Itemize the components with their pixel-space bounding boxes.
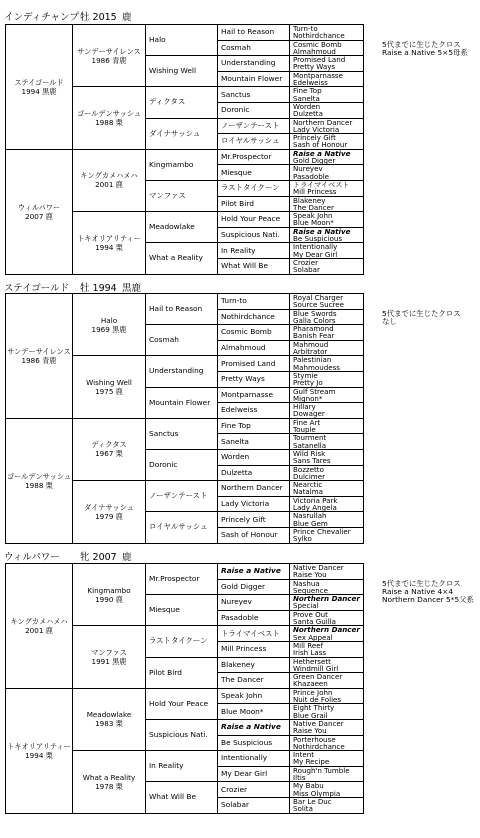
gen5-cell: Intent My Recipe	[290, 751, 364, 767]
gen5-cell: Prove Out Santa Guilla	[290, 610, 364, 626]
gen4-cell: Sanctus	[218, 87, 290, 103]
gen3-cell: Kingmambo	[146, 149, 218, 180]
gen2-cell: ダイナサッシュ 1979 鹿	[73, 481, 146, 543]
gen2-cell: ディクタス 1967 栗	[73, 418, 146, 480]
gen3-cell: Mountain Flower	[146, 387, 218, 418]
gen5-cell: Palestinian Mahmoudess	[290, 356, 364, 372]
gen5-cell: Pharamond Banish Fear	[290, 325, 364, 341]
gen5-cell: Prince John Nuit de Folies	[290, 688, 364, 704]
pedigree-table	[5, 24, 364, 275]
gen3-cell: Understanding	[146, 356, 218, 387]
gen3-cell: Hail to Reason	[146, 294, 218, 325]
gen3-cell: Mr.Prospector	[146, 564, 218, 595]
gen4-cell: Mountain Flower	[218, 71, 290, 87]
horse-color: 鹿	[122, 12, 132, 23]
gen3-cell: マンファス	[146, 180, 218, 211]
gen3-cell: Doronic	[146, 449, 218, 480]
gen3-cell: In Reality	[146, 751, 218, 782]
gen5-cell: Tourment Satanella	[290, 434, 364, 450]
gen5-cell: Porterhouse Nothirdchance	[290, 735, 364, 751]
gen3-cell: What a Reality	[146, 243, 218, 274]
gen5-cell: Green Dancer Khazaeen	[290, 673, 364, 689]
gen2-cell: Halo 1969 黒鹿	[73, 294, 146, 356]
gen5-cell: Fine Art Touple	[290, 418, 364, 434]
gen4-cell: Northern Dancer	[218, 481, 290, 497]
gen3-cell: Cosmah	[146, 325, 218, 356]
gen5-cell: Fine Top Sanelta	[290, 87, 364, 103]
gen5-cell: Wild Risk Sans Tares	[290, 449, 364, 465]
gen5-cell: Northern Dancer Special	[290, 595, 364, 611]
gen5-cell: トライマイベスト Mill Princess	[290, 180, 364, 196]
gen4-cell: Fine Top	[218, 418, 290, 434]
gen5-cell: Princely Gift Sash of Honour	[290, 134, 364, 150]
gen4-cell: Blakeney	[218, 657, 290, 673]
gen1-cell: キングカメハメハ 2001 鹿	[6, 564, 73, 689]
gen4-cell: Pretty Ways	[218, 371, 290, 387]
gen5-cell: Stymie Pretty Jo	[290, 371, 364, 387]
horse-sex-year: 牡 2015	[80, 12, 117, 23]
gen3-cell: Suspicious Nati.	[146, 719, 218, 750]
gen5-cell: Intentionally My Dear Girl	[290, 243, 364, 259]
horse-name: ウィルパワー	[4, 552, 60, 563]
gen5-cell: Turn-to Nothirdchance	[290, 25, 364, 41]
gen2-cell: キングカメハメハ 2001 鹿	[73, 149, 146, 211]
gen4-cell: My Dear Girl	[218, 766, 290, 782]
gen5-cell: Raise a Native Gold Digger	[290, 149, 364, 165]
gen3-cell: ダイナサッシュ	[146, 118, 218, 149]
gen4-cell: What Will Be	[218, 258, 290, 274]
gen4-cell: Lady Victoria	[218, 496, 290, 512]
gen4-cell: Be Suspicious	[218, 735, 290, 751]
gen5-cell: Prince Chevalier Sylko	[290, 527, 364, 543]
gen4-cell: Pasadoble	[218, 610, 290, 626]
gen5-cell: Worden Dulzetta	[290, 102, 364, 118]
gen3-cell: Wishing Well	[146, 56, 218, 87]
gen5-cell: Promised Land Pretty Ways	[290, 56, 364, 72]
gen2-cell: Kingmambo 1990 鹿	[73, 564, 146, 626]
gen3-cell: ディクタス	[146, 87, 218, 118]
gen1-cell: ウィルパワー 2007 鹿	[6, 149, 73, 274]
gen3-cell: ノーザンテースト	[146, 481, 218, 512]
gen5-cell: Rough'n Tumble Iltis	[290, 766, 364, 782]
gen5-cell: Northern Dancer Lady Victoria	[290, 118, 364, 134]
horse-name: ステイゴールド	[4, 283, 70, 294]
gen5-cell: Nearctic Natalma	[290, 481, 364, 497]
gen4-cell: Princely Gift	[218, 512, 290, 528]
gen3-cell: ロイヤルサッシュ	[146, 512, 218, 543]
inbreeding-notes: 5代までに生じたクロス Raise a Native 5×5母系	[382, 40, 468, 58]
gen3-cell: What Will Be	[146, 782, 218, 813]
gen4-cell: Nureyev	[218, 595, 290, 611]
gen4-cell: Blue Moon*	[218, 704, 290, 720]
gen2-cell: ゴールデンサッシュ 1988 栗	[73, 87, 146, 149]
gen4-cell: Turn-to	[218, 294, 290, 310]
gen4-cell: ラストタイクーン	[218, 180, 290, 196]
gen4-cell: ノーザンテースト	[218, 118, 290, 134]
gen4-cell: Raise a Native	[218, 719, 290, 735]
gen5-cell: Mill Reef Irish Lass	[290, 641, 364, 657]
gen4-cell: In Reality	[218, 243, 290, 259]
gen4-cell: トライマイベスト	[218, 626, 290, 642]
gen4-cell: Crozier	[218, 782, 290, 798]
inbreeding-notes: 5代までに生じたクロス なし	[382, 309, 461, 327]
horse-name: インディチャンプ	[4, 12, 79, 23]
section-header	[0, 5, 480, 25]
gen4-cell: The Dancer	[218, 673, 290, 689]
gen5-cell: Nureyev Pasadoble	[290, 165, 364, 181]
gen3-cell: Pilot Bird	[146, 657, 218, 688]
gen4-cell: Cosmic Bomb	[218, 325, 290, 341]
gen4-cell: Promised Land	[218, 356, 290, 372]
gen4-cell: Almahmoud	[218, 340, 290, 356]
gen4-cell: Speak John	[218, 688, 290, 704]
horse-color: 鹿	[122, 552, 132, 563]
gen5-cell: Royal Charger Source Sucree	[290, 294, 364, 310]
gen4-cell: Hold Your Peace	[218, 212, 290, 228]
gen4-cell: Pilot Bird	[218, 196, 290, 212]
inbreeding-notes: 5代までに生じたクロス Raise a Native 4×4 Northern Dancer 5*5父系	[382, 579, 474, 605]
horse-sex-year: 牝 2007	[80, 552, 117, 563]
gen4-cell: Dulzetta	[218, 465, 290, 481]
gen2-cell: Wishing Well 1975 鹿	[73, 356, 146, 418]
gen4-cell: Mill Princess	[218, 641, 290, 657]
gen4-cell: Raise a Native	[218, 564, 290, 580]
gen5-cell: Montparnasse Edelweiss	[290, 71, 364, 87]
gen5-cell: Speak John Blue Moon*	[290, 212, 364, 228]
gen5-cell: Bozzetto Dulcimer	[290, 465, 364, 481]
gen4-cell: Sanelta	[218, 434, 290, 450]
gen5-cell: Victoria Park Lady Angela	[290, 496, 364, 512]
gen2-cell: マンファス 1991 黒鹿	[73, 626, 146, 688]
gen1-cell: トキオリアリティー 1994 栗	[6, 688, 73, 813]
gen4-cell: Worden	[218, 449, 290, 465]
gen4-cell: Suspicious Nati.	[218, 227, 290, 243]
gen4-cell: ロイヤルサッシュ	[218, 134, 290, 150]
gen4-cell: Mr.Prospector	[218, 149, 290, 165]
gen5-cell: Nasrullah Blue Gem	[290, 512, 364, 528]
gen1-cell: ゴールデンサッシュ 1988 栗	[6, 418, 73, 543]
gen4-cell: Hail to Reason	[218, 25, 290, 41]
gen1-cell: サンデーサイレンス 1986 青鹿	[6, 294, 73, 419]
horse-sex-year: 牡 1994	[80, 283, 117, 294]
gen4-cell: Doronic	[218, 102, 290, 118]
gen2-cell: トキオリアリティー 1994 栗	[73, 212, 146, 274]
gen4-cell: Montparnasse	[218, 387, 290, 403]
gen4-cell: Cosmah	[218, 40, 290, 56]
gen5-cell: Mahmoud Arbitrator	[290, 340, 364, 356]
gen5-cell: Nashua Sequence	[290, 579, 364, 595]
gen4-cell: Edelweiss	[218, 403, 290, 419]
gen1-cell: ステイゴールド 1994 黒鹿	[6, 25, 73, 150]
gen2-cell: サンデーサイレンス 1986 青鹿	[73, 25, 146, 87]
gen3-cell: Meadowlake	[146, 212, 218, 243]
gen5-cell: Crozier Solabar	[290, 258, 364, 274]
gen5-cell: Blakeney The Dancer	[290, 196, 364, 212]
gen4-cell: Miesque	[218, 165, 290, 181]
gen2-cell: What a Reality 1978 栗	[73, 751, 146, 813]
gen4-cell: Understanding	[218, 56, 290, 72]
gen5-cell: Gulf Stream Mignon*	[290, 387, 364, 403]
gen3-cell: Miesque	[146, 595, 218, 626]
horse-color: 黒鹿	[122, 283, 142, 294]
gen4-cell: Nothirdchance	[218, 309, 290, 325]
gen5-cell: Cosmic Bomb Almahmoud	[290, 40, 364, 56]
gen3-cell: Sanctus	[146, 418, 218, 449]
gen5-cell: My Babu Miss Olympia	[290, 782, 364, 798]
gen4-cell: Gold Digger	[218, 579, 290, 595]
gen5-cell: Native Dancer Raise You	[290, 564, 364, 580]
gen4-cell: Solabar	[218, 797, 290, 813]
gen3-cell: Hold Your Peace	[146, 688, 218, 719]
gen5-cell: Hillary Dowager	[290, 403, 364, 419]
gen5-cell: Blue Swords Galla Colors	[290, 309, 364, 325]
gen5-cell: Bar Le Duc Solita	[290, 797, 364, 813]
gen5-cell: Northern Dancer Sex Appeal	[290, 626, 364, 642]
gen4-cell: Sash of Honour	[218, 527, 290, 543]
gen5-cell: Hethersett Windmill Girl	[290, 657, 364, 673]
gen5-cell: Raise a Native Be Suspicious	[290, 227, 364, 243]
gen2-cell: Meadowlake 1983 栗	[73, 688, 146, 750]
pedigree-table	[5, 563, 364, 814]
pedigree-table	[5, 293, 364, 544]
gen3-cell: ラストタイクーン	[146, 626, 218, 657]
gen5-cell: Eight Thirty Blue Grail	[290, 704, 364, 720]
gen4-cell: Intentionally	[218, 751, 290, 767]
gen3-cell: Halo	[146, 25, 218, 56]
section-header	[0, 545, 480, 565]
gen5-cell: Native Dancer Raise You	[290, 719, 364, 735]
